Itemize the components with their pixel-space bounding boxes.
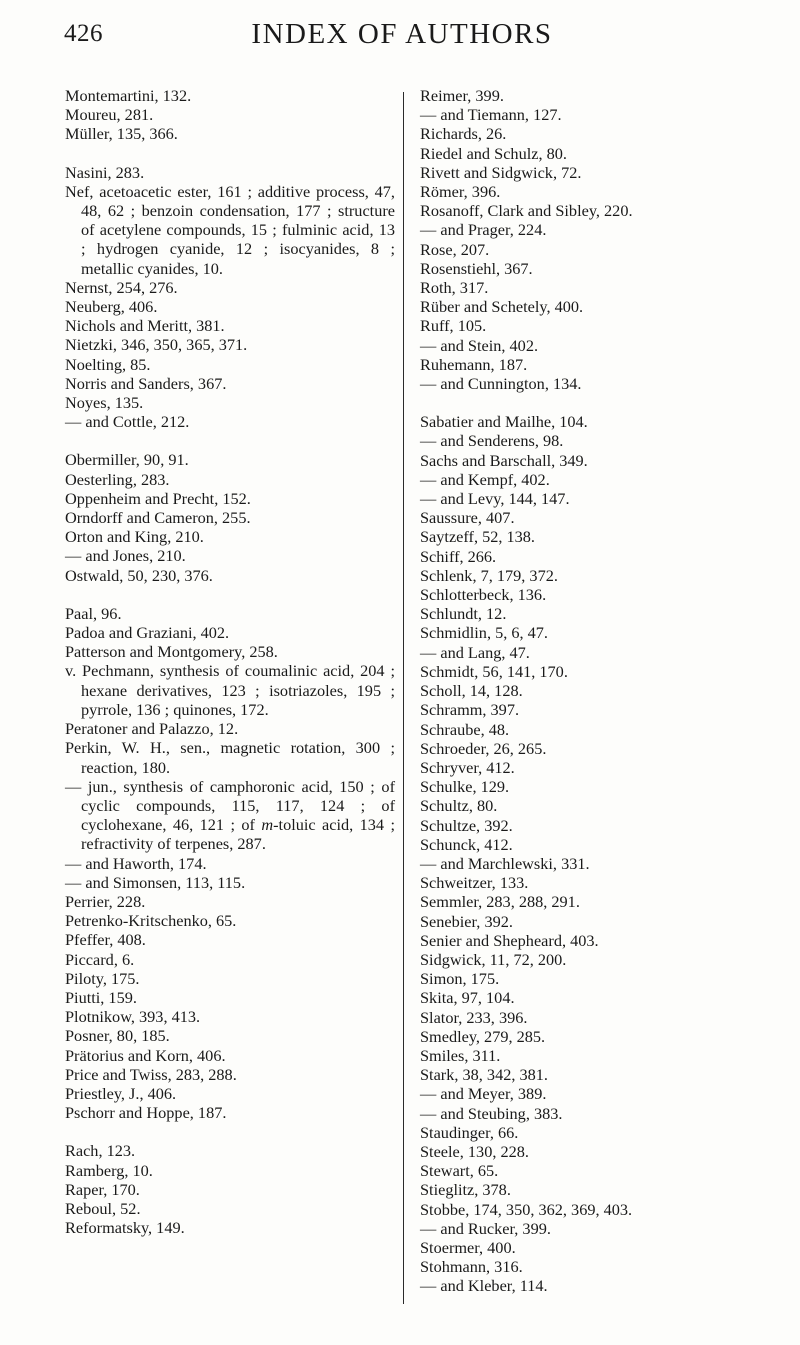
index-entry: Ostwald, 50, 230, 376. [65, 565, 213, 585]
index-entry: Skita, 97, 104. [420, 988, 515, 1008]
index-entry: — and Prager, 224. [420, 220, 547, 240]
index-entry: Schultze, 392. [420, 815, 513, 835]
index-entry: Schulke, 129. [420, 777, 510, 797]
index-entry: Montemartini, 132. [65, 86, 192, 105]
index-entry: Moureu, 281. [65, 105, 154, 125]
section-gap [420, 393, 760, 412]
index-entry: Schunck, 412. [420, 834, 513, 854]
index-entry: Schlotterbeck, 136. [420, 585, 547, 605]
index-entry: Schweitzer, 133. [420, 873, 529, 893]
index-entry: — and Lang, 47. [420, 642, 530, 662]
section-gap [65, 144, 395, 163]
index-entry: Schraube, 48. [420, 719, 510, 739]
index-entry: Römer, 396. [420, 182, 501, 202]
index-entry: Rosenstiehl, 367. [420, 258, 533, 278]
index-entry: — and Kleber, 114. [420, 1276, 548, 1296]
index-entry: Schiff, 266. [420, 546, 497, 566]
column-divider [403, 92, 404, 1304]
index-entry: Steele, 130, 228. [420, 1141, 529, 1161]
running-head: INDEX OF AUTHORS [251, 18, 553, 50]
index-entry: Stieglitz, 378. [420, 1180, 511, 1200]
index-entry: — and Haworth, 174. [65, 853, 207, 873]
index-entry: Riedel and Schulz, 80. [420, 143, 567, 163]
index-entry: Rosanoff, Clark and Sibley, 220. [420, 201, 633, 221]
page-header [64, 20, 740, 60]
index-entry: Sachs and Barschall, 349. [420, 450, 588, 470]
right-column [420, 86, 760, 1296]
index-entry: Rach, 123. [65, 1141, 136, 1161]
index-entry: Stark, 38, 342, 381. [420, 1065, 548, 1085]
index-entry: Scholl, 14, 128. [420, 681, 523, 701]
index-entry: Schlundt, 12. [420, 604, 507, 624]
index-entry: Ramberg, 10. [65, 1160, 153, 1180]
index-entry: Oppenheim and Precht, 152. [65, 488, 251, 508]
page-number: 426 [64, 20, 103, 47]
index-entry: Schultz, 80. [420, 796, 498, 816]
index-entry: Patterson and Montgomery, 258. [65, 642, 278, 662]
index-entry: Noelting, 85. [65, 354, 151, 374]
index-entry: Posner, 80, 185. [65, 1026, 170, 1046]
index-entry: Peratoner and Palazzo, 12. [65, 719, 239, 739]
index-entry: Ruff, 105. [420, 316, 487, 336]
index-entry: — and Levy, 144, 147. [420, 489, 570, 509]
index-entry: Sidgwick, 11, 72, 200. [420, 949, 567, 969]
index-entry: Simon, 175. [420, 969, 500, 989]
index-entry: Nichols and Meritt, 381. [65, 316, 225, 336]
index-entry: Pschorr and Hoppe, 187. [65, 1103, 227, 1123]
index-entry: Richards, 26. [420, 124, 507, 144]
index-entry: Reimer, 399. [420, 86, 504, 105]
index-entry: Reformatsky, 149. [65, 1218, 185, 1238]
left-column [65, 86, 395, 1237]
index-entry: Padoa and Graziani, 402. [65, 623, 230, 643]
index-entry: Schramm, 397. [420, 700, 520, 720]
index-entry: Norris and Sanders, 367. [65, 373, 227, 393]
index-entry: Schmidt, 56, 141, 170. [420, 661, 568, 681]
index-entry: Saussure, 407. [420, 508, 515, 528]
index-entry: Smedley, 279, 285. [420, 1026, 546, 1046]
index-entry: Slator, 233, 396. [420, 1007, 528, 1027]
index-entry: — and Marchlewski, 331. [420, 853, 590, 873]
index-entry: Orndorff and Cameron, 255. [65, 508, 251, 528]
index-entry: — and Tiemann, 127. [420, 105, 562, 125]
index-entry: Staudinger, 66. [420, 1122, 519, 1142]
index-entry: Rose, 207. [420, 239, 490, 259]
index-entry: — and Meyer, 389. [420, 1084, 547, 1104]
index-entry: Pfeffer, 408. [65, 930, 146, 950]
index-entry: — and Senderens, 98. [420, 431, 564, 451]
index-entry: Sabatier and Mailhe, 104. [420, 412, 588, 432]
index-entry: Perrier, 228. [65, 891, 146, 911]
index-columns [65, 86, 755, 1326]
index-entry: Rivett and Sidgwick, 72. [420, 162, 582, 182]
index-entry: — and Stein, 402. [420, 335, 539, 355]
index-entry: v. Pechmann, synthesis of coumalinic acid, 204 ; hexane derivatives, 123 ; isotriazoles, 195 ; pyrrole, 136 ; quinones, 172. [65, 661, 395, 719]
index-entry: Nef, acetoacetic ester, 161 ; additive process, 47, 48, 62 ; benzoin condensation, 177 ; structure of acetylene compounds, 15 ; fulminic acid, 13 ; hydrogen cyanide, 12 ; isocyanides, 8 ; metallic cyanides, 10. [65, 181, 395, 278]
index-entry: Stewart, 65. [420, 1161, 499, 1181]
index-entry: Noyes, 135. [65, 393, 144, 413]
index-entry: Schroeder, 26, 265. [420, 738, 547, 758]
index-entry: Schryver, 412. [420, 757, 515, 777]
index-entry: Senier and Shepheard, 403. [420, 930, 599, 950]
index-entry: Obermiller, 90, 91. [65, 450, 189, 470]
section-gap [65, 585, 395, 604]
index-entry: Ruhemann, 187. [420, 354, 528, 374]
index-entry: Saytzeff, 52, 138. [420, 527, 536, 547]
index-entry: Nernst, 254, 276. [65, 277, 178, 297]
index-entry: Price and Twiss, 283, 288. [65, 1064, 237, 1084]
index-entry: Senebier, 392. [420, 911, 513, 931]
index-entry: Prätorius and Korn, 406. [65, 1045, 226, 1065]
section-gap [65, 431, 395, 450]
index-entry: — and Rucker, 399. [420, 1218, 551, 1238]
index-entry: — jun., synthesis of camphoronic acid, 150 ; of cyclic compounds, 115, 117, 124 ; of cyclohexane, 46, 121 ; of m-toluic acid, 134 ; refractivity of terpenes, 287. [65, 776, 395, 854]
index-entry: Oesterling, 283. [65, 469, 170, 489]
index-entry: Schlenk, 7, 179, 372. [420, 565, 558, 585]
section-gap [65, 1122, 395, 1141]
index-entry: Piccard, 6. [65, 949, 135, 969]
index-entry: Smiles, 311. [420, 1045, 501, 1065]
index-entry: Priestley, J., 406. [65, 1083, 177, 1103]
index-entry: Reboul, 52. [65, 1198, 141, 1218]
index-entry: Roth, 317. [420, 278, 489, 298]
index-entry: — and Simonsen, 113, 115. [65, 872, 246, 892]
index-entry: Paal, 96. [65, 603, 122, 623]
index-entry: Orton and King, 210. [65, 527, 204, 547]
index-entry: Müller, 135, 366. [65, 124, 178, 144]
index-entry: Piloty, 175. [65, 968, 140, 988]
index-entry: Petrenko-Kritschenko, 65. [65, 911, 237, 931]
index-entry: Nietzki, 346, 350, 365, 371. [65, 335, 248, 355]
index-entry: Semmler, 283, 288, 291. [420, 892, 580, 912]
index-entry: Stohmann, 316. [420, 1257, 523, 1277]
index-entry: — and Cottle, 212. [65, 412, 190, 432]
index-entry: — and Jones, 210. [65, 546, 186, 566]
index-entry: — and Steubing, 383. [420, 1103, 563, 1123]
index-entry: Neuberg, 406. [65, 297, 158, 317]
index-entry: Raper, 170. [65, 1179, 140, 1199]
index-entry: Stobbe, 174, 350, 362, 369, 403. [420, 1199, 633, 1219]
index-entry: — and Cunnington, 134. [420, 374, 582, 394]
index-entry: Schmidlin, 5, 6, 47. [420, 623, 548, 643]
index-entry: Plotnikow, 393, 413. [65, 1007, 201, 1027]
index-entry: — and Kempf, 402. [420, 469, 550, 489]
index-entry: Rüber and Schetely, 400. [420, 297, 584, 317]
index-entry: Perkin, W. H., sen., magnetic rotation, 300 ; reaction, 180. [65, 738, 395, 777]
index-entry: Nasini, 283. [65, 162, 145, 182]
index-entry: Stoermer, 400. [420, 1237, 516, 1257]
index-entry: Piutti, 159. [65, 987, 137, 1007]
